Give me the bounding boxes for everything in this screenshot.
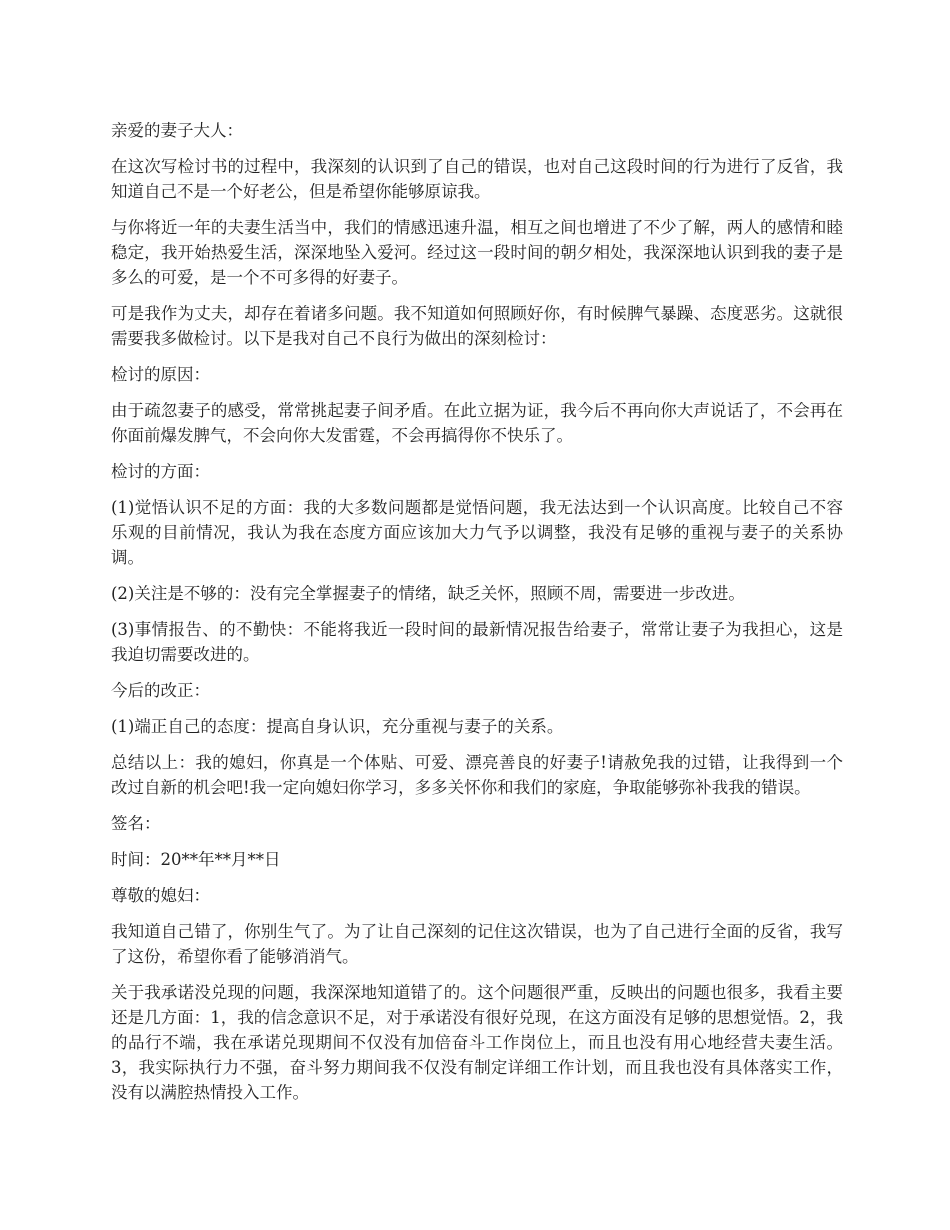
paragraph-aspect-1: (1)觉悟认识不足的方面：我的大多数问题都是觉悟问题，我无法达到一个认识高度。比较自己不容乐观的目前情况，我认为我在态度方面应该加大力气予以调整，我没有足够的重视与妻子的关系协调。: [111, 498, 843, 567]
paragraph-reason: 由于疏忽妻子的感受，常常挑起妻子间矛盾。在此立据为证，我今后不再向你大声说话了，不会再在你面前爆发脾气，不会向你大发雷霆，不会再搞得你不快乐了。: [111, 401, 843, 445]
paragraph-problems: 可是我作为丈夫，却存在着诸多问题。我不知道如何照顾好你，有时候脾气暴躁、态度恶劣。这就很需要我多做检讨。以下是我对自己不良行为做出的深刻检讨：: [111, 304, 843, 348]
date-line: 时间：20**年**月**日: [111, 850, 281, 869]
document-body: [111, 118, 843, 1116]
signature-line: 签名：: [111, 814, 161, 833]
paragraph-marriage: 与你将近一年的夫妻生活当中，我们的情感迅速升温，相互之间也增进了不少了解，两人的感情和睦稳定，我开始热爱生活，深深地坠入爱河。经过这一段时间的朝夕相处，我深深地认识到我的妻子是多么的可爱，是一个不可多得的好妻子。: [111, 218, 843, 287]
paragraph-promise-issue: 关于我承诺没兑现的问题，我深深地知道错了的。这个问题很严重，反映出的问题也很多，我看主要还是几方面：1，我的信念意识不足，对于承诺没有很好兑现，在这方面没有足够的思想觉悟。2，我的品行不端，我在承诺兑现期间不仅没有加倍奋斗工作岗位上，而且也没有用心地经营夫妻生活。3，我实际执行力不强，奋斗努力期间我不仅没有制定详细工作计划，而且我也没有具体落实工作，没有以满腔热情投入工作。: [111, 983, 843, 1102]
heading-reason: 检讨的原因：: [111, 365, 210, 384]
paragraph-correction-1: (1)端正自己的态度：提高自身认识，充分重视与妻子的关系。: [111, 717, 564, 736]
heading-corrections: 今后的改正：: [111, 681, 210, 700]
salutation-wife: 亲爱的妻子大人：: [111, 121, 243, 140]
paragraph-aspect-3: (3)事情报告、的不勤快：不能将我近一段时间的最新情况报告给妻子，常常让妻子为我担心，这是我迫切需要改进的。: [111, 620, 843, 664]
paragraph-summary: 总结以上：我的媳妇，你真是一个体贴、可爱、漂亮善良的好妻子!请赦免我的过错，让我得到一个改过自新的机会吧!我一定向媳妇你学习，多多关怀你和我们的家庭，争取能够弥补我我的错误。: [111, 753, 843, 797]
paragraph-intro: 在这次写检讨书的过程中，我深刻的认识到了自己的错误，也对自己这段时间的行为进行了反省，我知道自己不是一个好老公，但是希望你能够原谅我。: [111, 157, 843, 201]
paragraph-aspect-2: (2)关注是不够的：没有完全掌握妻子的情绪，缺乏关怀，照顾不周，需要进一步改进。: [111, 584, 745, 603]
heading-aspects: 检讨的方面：: [111, 462, 210, 481]
paragraph-apology: 我知道自己错了，你别生气了。为了让自己深刻的记住这次错误，也为了自己进行全面的反省，我写了这份，希望你看了能够消消气。: [111, 922, 843, 966]
salutation-second: 尊敬的媳妇：: [111, 886, 210, 905]
